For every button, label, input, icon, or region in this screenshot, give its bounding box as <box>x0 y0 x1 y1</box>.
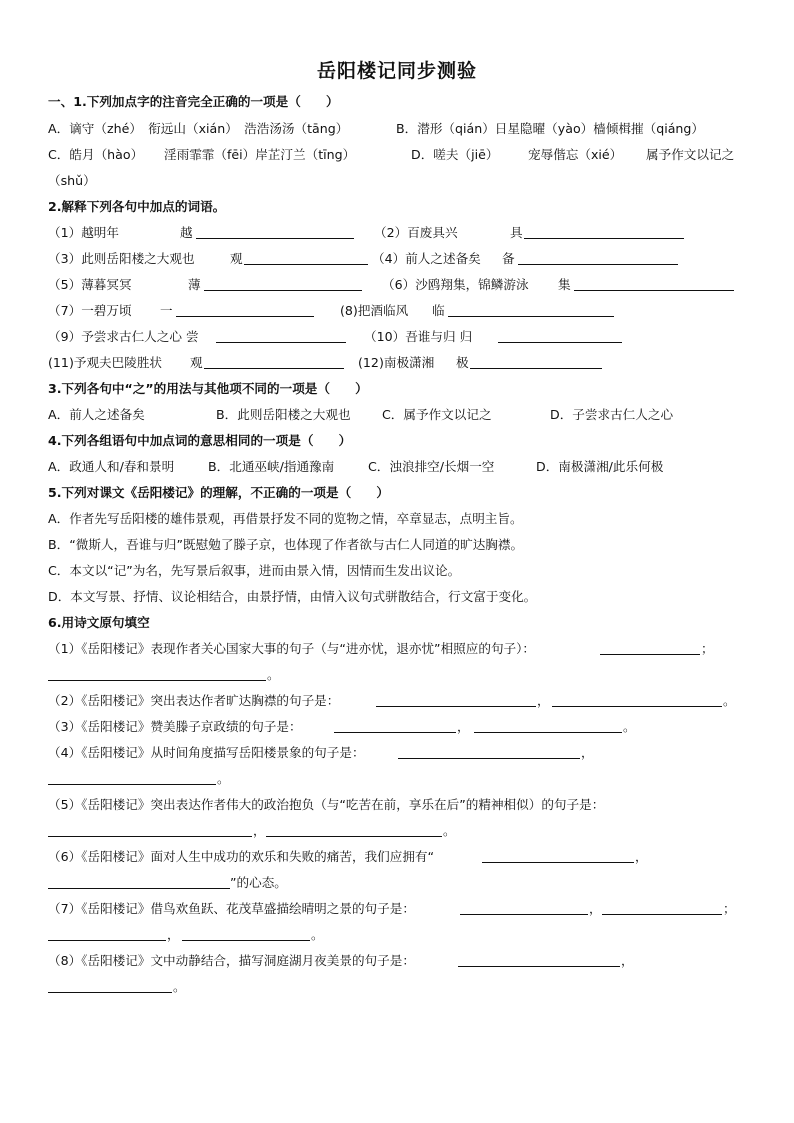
q1-option-d-mid: 宠辱偕忘（xié） <box>528 147 623 162</box>
period: 。 <box>173 979 186 994</box>
answer-blank[interactable] <box>48 770 216 785</box>
q4-option-a: A．政通人和/春和景明 <box>48 459 175 474</box>
q2-stem: 2.解释下列各句中加点的词语。 <box>48 199 226 214</box>
answer-blank[interactable] <box>244 250 368 265</box>
q1-row2 <box>48 144 754 166</box>
q3-options <box>48 404 754 426</box>
q6-s3 <box>48 716 754 738</box>
q6-s1-cont <box>48 664 754 686</box>
q6-s5: （5）《岳阳楼记》突出表达作者伟大的政治抱负（与“吃苦在前，享乐在后”的精神相似）的句子是： <box>48 797 605 812</box>
answer-blank[interactable] <box>376 692 536 707</box>
q6-s8 <box>48 950 754 972</box>
q2-item-3-word: 观 <box>230 251 243 266</box>
comma: ， <box>581 745 594 760</box>
answer-blank[interactable] <box>334 718 456 733</box>
answer-blank[interactable] <box>48 926 166 941</box>
semicolon: ； <box>701 641 714 656</box>
semicolon: ； <box>723 901 736 916</box>
q2-item-4: （4）前人之述备矣 <box>372 251 481 266</box>
q6-s6-prompt: （6）《岳阳楼记》面对人生中成功的欢乐和失败的痛苦，我们应拥有“ <box>48 849 435 864</box>
q3-stem: 3.下列各句中“之”的用法与其他项不同的一项是（ ） <box>48 381 368 396</box>
q2-item-9: （9）予尝求古仁人之心 尝 <box>48 329 199 344</box>
answer-blank[interactable] <box>196 224 354 239</box>
q2-item-1: （1）越明年 <box>48 225 119 240</box>
answer-blank[interactable] <box>182 926 310 941</box>
q2-item-11-word: 观 <box>190 355 203 370</box>
q1-option-c-rest: 淫雨霏霏（fēi）岸芷汀兰（tīng） <box>164 147 356 162</box>
answer-blank[interactable] <box>458 952 620 967</box>
q2-item-11: (11)予观夫巴陵胜状 <box>48 355 163 370</box>
period: 。 <box>723 693 736 708</box>
q4-options <box>48 456 754 478</box>
answer-blank[interactable] <box>470 354 602 369</box>
q2-row-2 <box>48 248 754 270</box>
q6-s6-suffix: ”的心态。 <box>230 875 287 890</box>
q2-item-12: (12)南极潇湘 <box>358 355 435 370</box>
q1-row1 <box>48 118 754 140</box>
answer-blank[interactable] <box>518 250 678 265</box>
period: 。 <box>311 927 324 942</box>
answer-blank[interactable] <box>574 276 734 291</box>
q4-option-c: C．浊浪排空/长烟一空 <box>368 459 495 474</box>
period: 。 <box>443 823 456 838</box>
answer-blank[interactable] <box>602 900 722 915</box>
comma: ， <box>167 927 180 942</box>
q6-s8-prompt: （8）《岳阳楼记》文中动静结合，描写洞庭湖月夜美景的句子是： <box>48 953 415 968</box>
q1-option-b: B．潜形（qián）日星隐曜（yào）樯倾楫摧（qiáng） <box>396 121 704 136</box>
q4-option-d: D．南极潇湘/此乐何极 <box>536 459 664 474</box>
q2-item-6-word: 集 <box>558 277 571 292</box>
comma: ， <box>621 953 634 968</box>
comma: ， <box>537 693 550 708</box>
answer-blank[interactable] <box>460 900 588 915</box>
q5-option-c: C．本文以“记”为名，先写景后叙事，进而由景入情，因情而生发出议论。 <box>48 563 461 578</box>
q6-s4 <box>48 742 754 764</box>
comma: ， <box>635 849 648 864</box>
answer-blank[interactable] <box>600 640 700 655</box>
q2-item-3: （3）此则岳阳楼之大观也 <box>48 251 195 266</box>
q1-option-c: C．皓月（hào） <box>48 147 144 162</box>
q2-row-3 <box>48 274 754 296</box>
q3-option-d: D．子尝求古仁人之心 <box>550 407 674 422</box>
q4-option-b: B．北通巫峡/指通豫南 <box>208 459 335 474</box>
page-title: 岳阳楼记同步测验 <box>316 60 477 82</box>
q6-s6-cont <box>48 872 754 894</box>
q6-s1-prompt: （1）《岳阳楼记》表现作者关心国家大事的句子（与“进亦忧，退亦忧”相照应的句子）： <box>48 641 536 656</box>
answer-blank[interactable] <box>498 328 622 343</box>
answer-blank[interactable] <box>48 978 172 993</box>
q2-row-4 <box>48 300 754 322</box>
answer-blank[interactable] <box>552 692 722 707</box>
q6-s7 <box>48 898 754 920</box>
q1-row3: （shǔ） <box>48 173 96 188</box>
q6-s1 <box>48 638 754 660</box>
q2-item-4-word: 备 <box>502 251 515 266</box>
q2-item-8: (8)把酒临风 <box>340 303 409 318</box>
q2-item-7: （7）一碧万顷 <box>48 303 132 318</box>
q6-s2-prompt: （2）《岳阳楼记》突出表达作者旷达胸襟的句子是： <box>48 693 340 708</box>
q2-row-1 <box>48 222 754 244</box>
q2-row-5 <box>48 326 754 348</box>
period: 。 <box>623 719 636 734</box>
answer-blank[interactable] <box>48 822 252 837</box>
q2-item-6: （6）沙鸥翔集，锦鳞游泳 <box>382 277 529 292</box>
q6-stem: 6.用诗文原句填空 <box>48 615 150 630</box>
q6-s2 <box>48 690 754 712</box>
q2-item-1-word: 越 <box>180 225 193 240</box>
q3-option-c: C．属予作文以记之 <box>382 407 492 422</box>
answer-blank[interactable] <box>216 328 346 343</box>
comma: ， <box>589 901 602 916</box>
q1-option-a: A．谪守（zhé） 衔远山（xián） 浩浩汤汤（tāng） <box>48 121 349 136</box>
q6-s7-cont <box>48 924 754 946</box>
q6-s4-prompt: （4）《岳阳楼记》从时间角度描写岳阳楼景象的句子是： <box>48 745 365 760</box>
answer-blank[interactable] <box>176 302 314 317</box>
q6-s7-prompt: （7）《岳阳楼记》借鸟欢鱼跃、花茂草盛描绘晴明之景的句子是： <box>48 901 415 916</box>
answer-blank[interactable] <box>474 718 622 733</box>
answer-blank[interactable] <box>266 822 442 837</box>
q2-item-5: （5）薄暮冥冥 <box>48 277 132 292</box>
q6-s6 <box>48 846 754 868</box>
q2-item-7-word: 一 <box>160 303 173 318</box>
q5-option-a: A．作者先写岳阳楼的雄伟景观，再借景抒发不同的览物之情，卒章显志，点明主旨。 <box>48 511 523 526</box>
q3-option-b: B．此则岳阳楼之大观也 <box>216 407 351 422</box>
period: 。 <box>217 771 230 786</box>
q2-item-2-word: 具 <box>510 225 523 240</box>
answer-blank[interactable] <box>204 276 362 291</box>
q5-option-d: D．本文写景、抒情、议论相结合，由景抒情，由情入议句式骈散结合，行文富于变化。 <box>48 589 537 604</box>
comma: ， <box>457 719 470 734</box>
answer-blank[interactable] <box>448 302 614 317</box>
q2-item-12-word: 极 <box>456 355 469 370</box>
q5-stem: 5.下列对课文《岳阳楼记》的理解，不正确的一项是（ ） <box>48 485 389 500</box>
q2-row-6 <box>48 352 754 374</box>
q6-s8-cont <box>48 976 754 998</box>
q2-item-10: （10）吾谁与归 归 <box>364 329 473 344</box>
q1-stem: 一、1.下列加点字的注音完全正确的一项是（ ） <box>48 94 339 109</box>
q1-option-d: D．嗟夫（jiē） <box>411 147 499 162</box>
answer-blank[interactable] <box>398 744 580 759</box>
q1-option-d-end: 属予作文以记之 <box>646 147 735 162</box>
answer-blank[interactable] <box>524 224 684 239</box>
q6-s5-cont <box>48 820 754 842</box>
answer-blank[interactable] <box>48 874 230 889</box>
q3-option-a: A．前人之述备矣 <box>48 407 145 422</box>
comma: ， <box>253 823 266 838</box>
q5-option-b: B．“微斯人，吾谁与归”既慰勉了滕子京，也体现了作者欲与古仁人同道的旷达胸襟。 <box>48 537 524 552</box>
q2-item-2: （2）百废具兴 <box>374 225 458 240</box>
q6-s3-prompt: （3）《岳阳楼记》赞美滕子京政绩的句子是： <box>48 719 302 734</box>
q6-s4-cont <box>48 768 754 790</box>
q2-item-8-word: 临 <box>432 303 445 318</box>
answer-blank[interactable] <box>48 666 266 681</box>
answer-blank[interactable] <box>482 848 634 863</box>
q2-item-5-word: 薄 <box>188 277 201 292</box>
period: 。 <box>267 667 280 682</box>
q4-stem: 4.下列各组语句中加点词的意思相同的一项是（ ） <box>48 433 352 448</box>
answer-blank[interactable] <box>204 354 344 369</box>
